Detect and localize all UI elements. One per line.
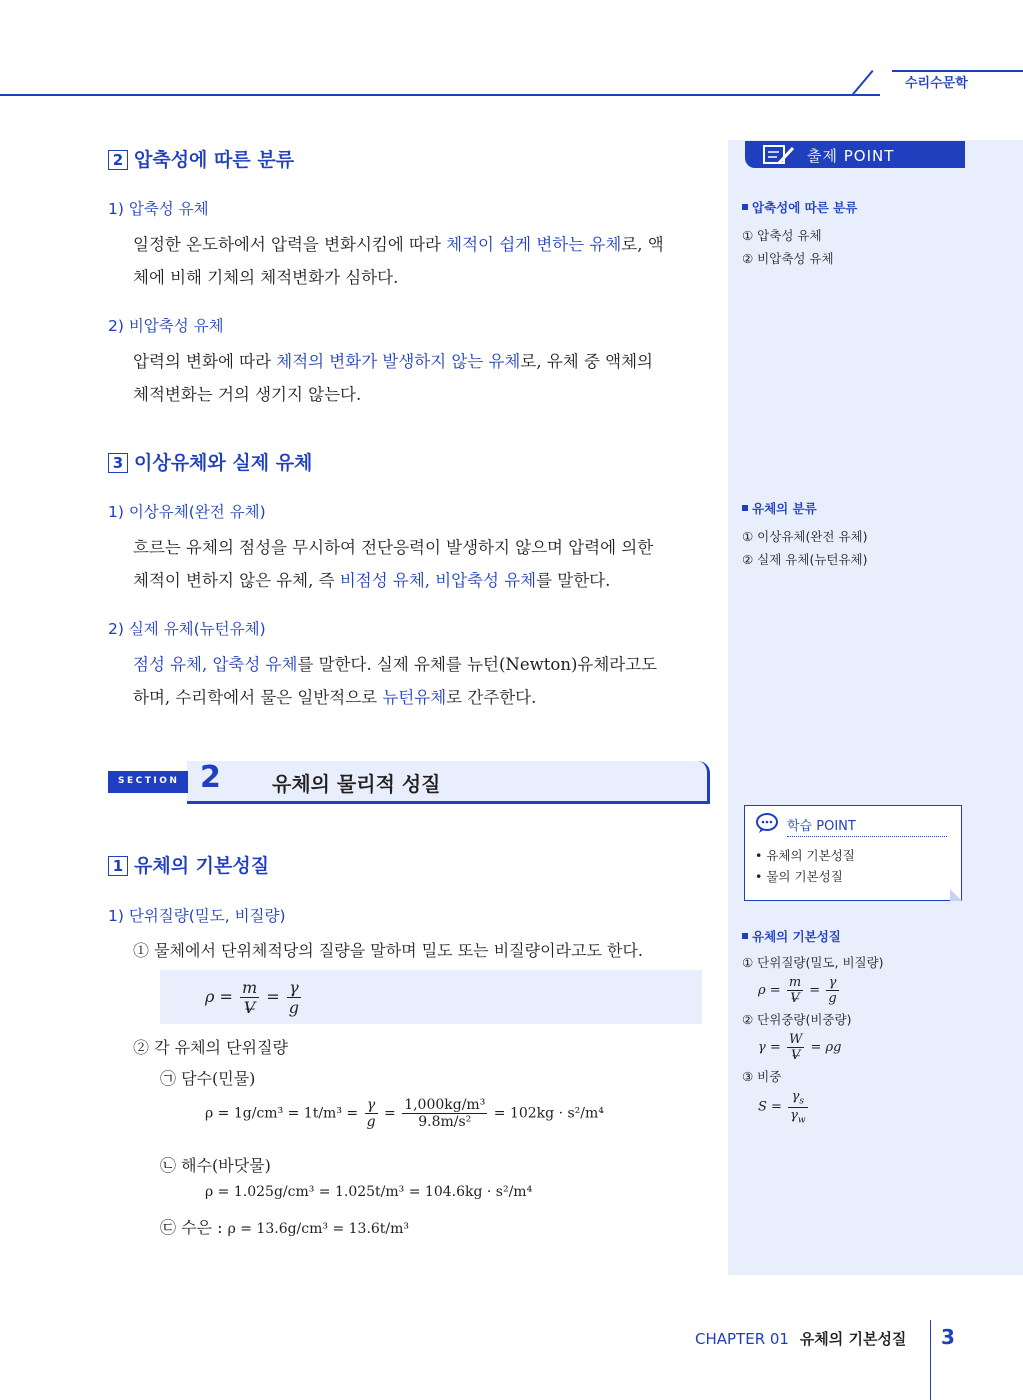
- sidebar-formula-sg: S = $\frac{\gamma_s}{\gamma_w}$: [758, 1089, 806, 1126]
- page-curl: [950, 889, 962, 901]
- learning-point-label: 학습 POINT: [787, 815, 947, 837]
- subheading-unit-mass: 1) 단위질량(밀도, 비질량): [108, 907, 286, 925]
- heading-compressibility: 2 압축성에 따른 분류: [108, 145, 294, 172]
- square-bullet-icon: [742, 505, 748, 511]
- note-pencil-icon: [761, 143, 799, 167]
- subheading-compressible: 1) 압축성 유체: [108, 200, 209, 218]
- page-number: 3: [941, 1325, 955, 1349]
- square-bullet-icon: [742, 933, 748, 939]
- sidebar-formula-weight: γ = $\frac{W}{V̶}$ = ρg: [758, 1032, 842, 1063]
- heading-ideal-real: 3 이상유체와 실제 유체: [108, 448, 312, 475]
- sub-mercury: ㉢ 수은 : ρ = 13.6g/cm³ = 13.6t/m³: [160, 1218, 410, 1237]
- sidebar-group-fluid-types: 유체의 분류 ① 이상유체(완전 유체) ② 실제 유체(뉴턴유체): [742, 501, 868, 567]
- section-tab: SECTION: [108, 771, 188, 793]
- speech-bubble-icon: [755, 812, 779, 834]
- sidebar-group-compress: 압축성에 따른 분류 ① 압축성 유체 ② 비압축성 유체: [742, 200, 858, 266]
- paragraph-compressible: 일정한 온도하에서 압력을 변화시킴에 따라 체적이 쉽게 변하는 유체로, 액 체에 비해 기체의 체적변화가 심하다.: [133, 235, 664, 287]
- heading-number: 2: [108, 150, 128, 170]
- sidebar-item: ① 단위질량(밀도, 비질량): [742, 955, 884, 970]
- item-unit-mass-def: ① 물체에서 단위체적당의 질량을 말하며 밀도 또는 비질량이라고도 한다.: [133, 941, 643, 960]
- sidebar-formula-density: ρ = $\frac{m}{V̶}$ = $\frac{\gamma}{g}$: [758, 975, 837, 1006]
- exam-point-banner: [745, 141, 965, 168]
- formula-fresh-water: ρ = 1g/cm³ = 1t/m³ = $\frac{\gamma}{g}$ = $\frac{\text{1,000kg/m³}}{\text{9.8m/s²}}$ = 102kg · s²/m⁴: [205, 1097, 604, 1130]
- sidebar-item: ① 이상유체(완전 유체): [742, 529, 868, 544]
- sidebar-group-basic: 유체의 기본성질 ① 단위질량(밀도, 비질량) ρ = $\frac{m}{V̶}$ = $\frac{\gamma}{g}$ ② 단위중량(비중량) γ = $\frac{W}{V̶}$ = ρg ③ 비중 S = $\frac{\gamma_s}{\gamma_w}$: [742, 927, 1012, 1125]
- subheading-incompressible: 2) 비압축성 유체: [108, 317, 224, 335]
- subheading-real-fluid: 2) 실제 유체(뉴턴유체): [108, 620, 266, 638]
- paragraph-incompressible: 압력의 변화에 따라 체적의 변화가 발생하지 않는 유체로, 유체 중 액체의 체적변화는 거의 생기지 않는다.: [133, 352, 653, 404]
- sidebar-item: ② 단위중량(비중량): [742, 1012, 852, 1027]
- sub-sea-water: ㉡ 해수(바닷물): [160, 1156, 271, 1175]
- learning-point-item: • 물의 기본성질: [755, 869, 843, 884]
- subheading-ideal-fluid: 1) 이상유체(완전 유체): [108, 503, 266, 521]
- sidebar-item: ① 압축성 유체: [742, 228, 822, 243]
- paragraph-real-fluid: 점성 유체, 압축성 유체를 말한다. 실제 유체를 뉴턴(Newton)유체라고도 하며, 수리학에서 물은 일반적으로 뉴턴유체로 간주한다.: [133, 655, 658, 707]
- header-rule: [0, 94, 880, 96]
- sidebar-item: ③ 비중: [742, 1069, 782, 1084]
- square-bullet-icon: [742, 204, 748, 210]
- learning-point-item: • 유체의 기본성질: [755, 848, 855, 863]
- running-header: 수리수문학: [905, 76, 968, 91]
- item-unit-mass-list: ② 각 유체의 단위질량: [133, 1038, 288, 1057]
- exam-point-label: 출제 POINT: [807, 147, 895, 165]
- section-banner: [187, 761, 710, 804]
- formula-density: ρ = $\frac{m}{V̶}$ = $\frac{\gamma}{g}$: [205, 978, 299, 1017]
- header-rule-diagonal: [851, 70, 873, 96]
- heading-number: 1: [108, 856, 128, 876]
- section-title: 유체의 물리적 성질: [272, 772, 441, 796]
- learning-point-box: [744, 805, 962, 901]
- sidebar-item: ② 실제 유체(뉴턴유체): [742, 552, 868, 567]
- section-number: 2: [200, 760, 221, 795]
- formula-sea-water: ρ = 1.025g/cm³ = 1.025t/m³ = 104.6kg · s²/m⁴: [205, 1184, 533, 1200]
- paragraph-ideal-fluid: 흐르는 유체의 점성을 무시하여 전단응력이 발생하지 않으며 압력에 의한 체적이 변하지 않은 유체, 즉 비점성 유체, 비압축성 유체를 말한다.: [133, 538, 654, 590]
- footer-divider: [930, 1320, 931, 1400]
- sub-fresh-water: ㉠ 담수(민물): [160, 1069, 256, 1088]
- footer-chapter: CHAPTER 01 유체의 기본성질: [695, 1330, 907, 1348]
- sidebar-item: ② 비압축성 유체: [742, 251, 834, 266]
- heading-basic-properties: 1 유체의 기본성질: [108, 851, 269, 878]
- heading-number: 3: [108, 453, 128, 473]
